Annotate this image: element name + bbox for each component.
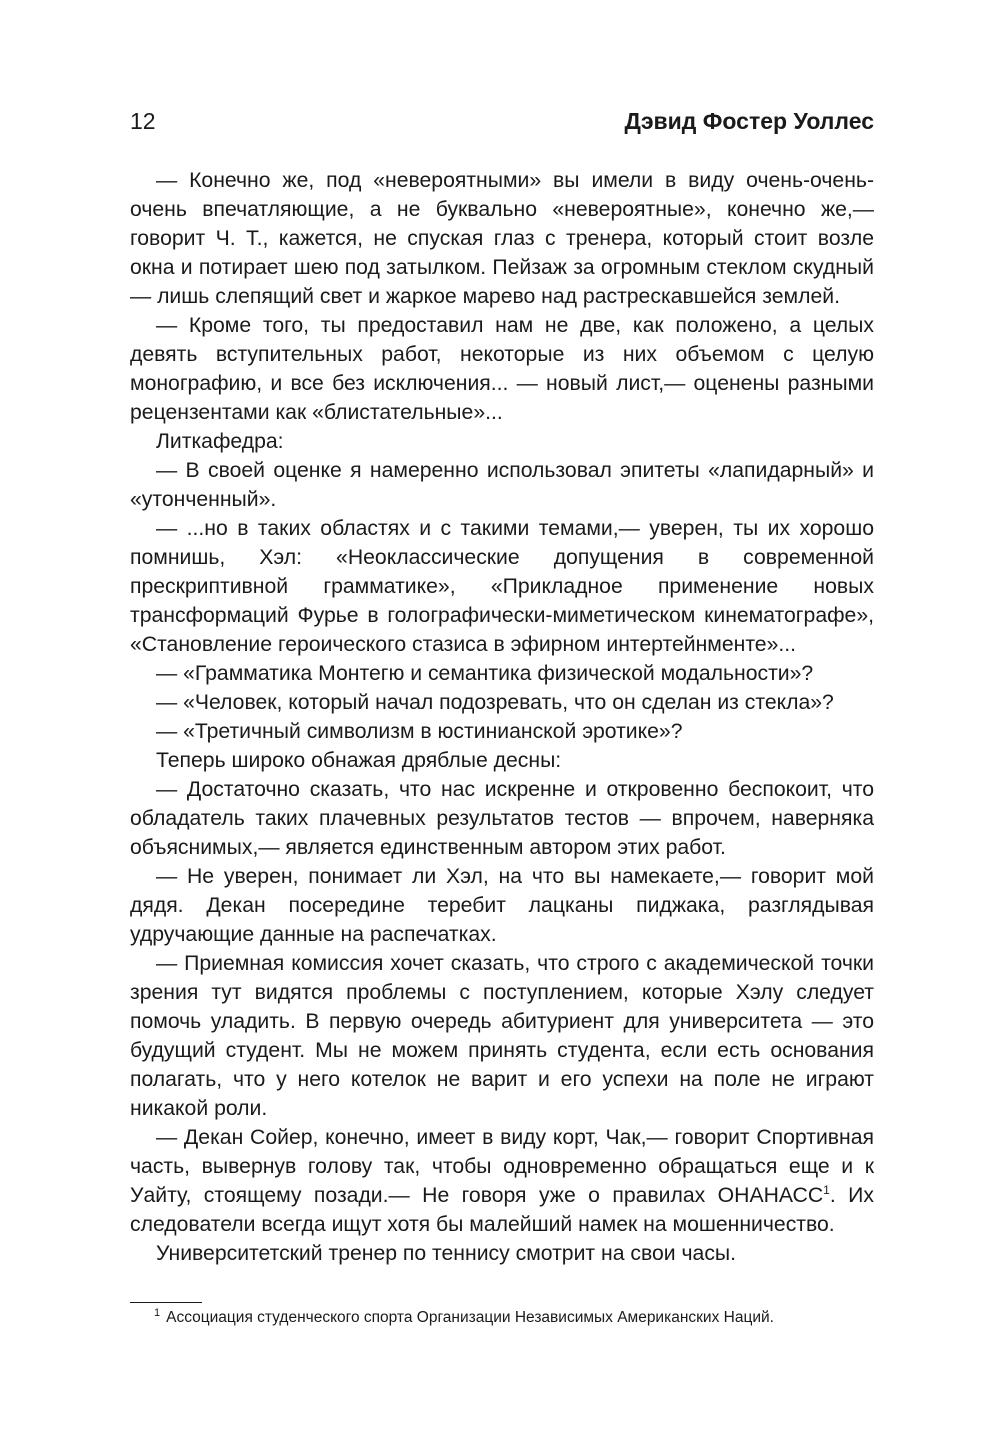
body-text	[130, 166, 874, 1268]
footnote-reference: 1	[823, 1182, 830, 1197]
paragraph: — Достаточно сказать, что нас искренне и откровенно беспокоит, что обладатель таких плачевных результатов тестов — впрочем, наверняка объяснимых,— является единственным автором этих работ.	[130, 778, 874, 859]
paragraph-with-footnote-ref	[130, 1123, 874, 1239]
paragraph: Университетский тренер по теннису смотрит на свои часы.	[156, 1242, 737, 1265]
paragraph: — ...но в таких областях и с такими темами,— уверен, ты их хорошо помнишь, Хэл: «Неоклассические допущения в современной прескриптивной грамматике», «Прикладное применение новых трансформаций Фурье в голографически-миметическом кинематографе», «Становление героического стазиса в эфирном интертейнменте»...	[130, 517, 874, 656]
paragraph: — Конечно же, под «невероятными» вы имели в виду очень-очень-очень впечатляющие, а не буквально «невероятные», конечно же,— говорит Ч. Т., кажется, не спуская глаз с тренера, который стоит возле окна и потирает шею под затылком. Пейзаж за огромным стеклом скудный — лишь слепящий свет и жаркое марево над растрескавшейся землей.	[130, 169, 874, 308]
paragraph-text-after: . Их следователи всегда ищут хотя бы малейший намек на мошенничество.	[130, 1184, 874, 1236]
paragraph-text-before: — Декан Сойер, конечно, имеет в виду корт, Чак,— говорит Спортивная часть, вывернув голову так, чтобы одновременно обращаться еще и к Уайту, стоящему позади.— Не говоря уже о правилах ОНАНАСС	[130, 1126, 874, 1207]
paragraph: Литкафедра:	[156, 430, 284, 453]
paragraph: Теперь широко обнажая дряблые десны:	[156, 749, 562, 772]
footnote-mark: 1	[154, 1306, 161, 1319]
footnote	[130, 1306, 874, 1330]
paragraph: — «Грамматика Монтегю и семантика физической модальности»?	[156, 662, 814, 685]
running-head	[130, 108, 874, 142]
paragraph: — Не уверен, понимает ли Хэл, на что вы намекаете,— говорит мой дядя. Декан посередине теребит лацканы пиджака, разглядывая удручающие данные на распечатках.	[130, 865, 874, 946]
paragraph: — Приемная комиссия хочет сказать, что строго с академической точки зрения тут видятся проблемы с поступлением, которые Хэлу следует помочь уладить. В первую очередь абитуриент для университета — это будущий студент. Мы не можем принять студента, если есть основания полагать, что у него котелок не варит и его успехи на поле не играют никакой роли.	[130, 952, 874, 1120]
paragraph: — «Человек, который начал подозревать, что он сделан из стекла»?	[156, 691, 834, 714]
paragraph: — В своей оценке я намеренно использовал эпитеты «лапидарный» и «утонченный».	[130, 459, 874, 511]
author-name: Дэвид Фостер Уоллес	[624, 108, 874, 134]
footnote-rule	[130, 1302, 202, 1303]
footnote-text: Ассоциация студенческого спорта Организации Независимых Американских Наций.	[166, 1309, 774, 1326]
paragraph: — «Третичный символизм в юстинианской эротике»?	[156, 720, 683, 743]
paragraph: — Кроме того, ты предоставил нам не две, как положено, а целых девять вступительных работ, некоторые из них объемом с целую монографию, и все без исключения... — новый лист,— оценены разными рецензентами как «блистательные»...	[130, 314, 874, 424]
page-number: 12	[130, 108, 156, 134]
